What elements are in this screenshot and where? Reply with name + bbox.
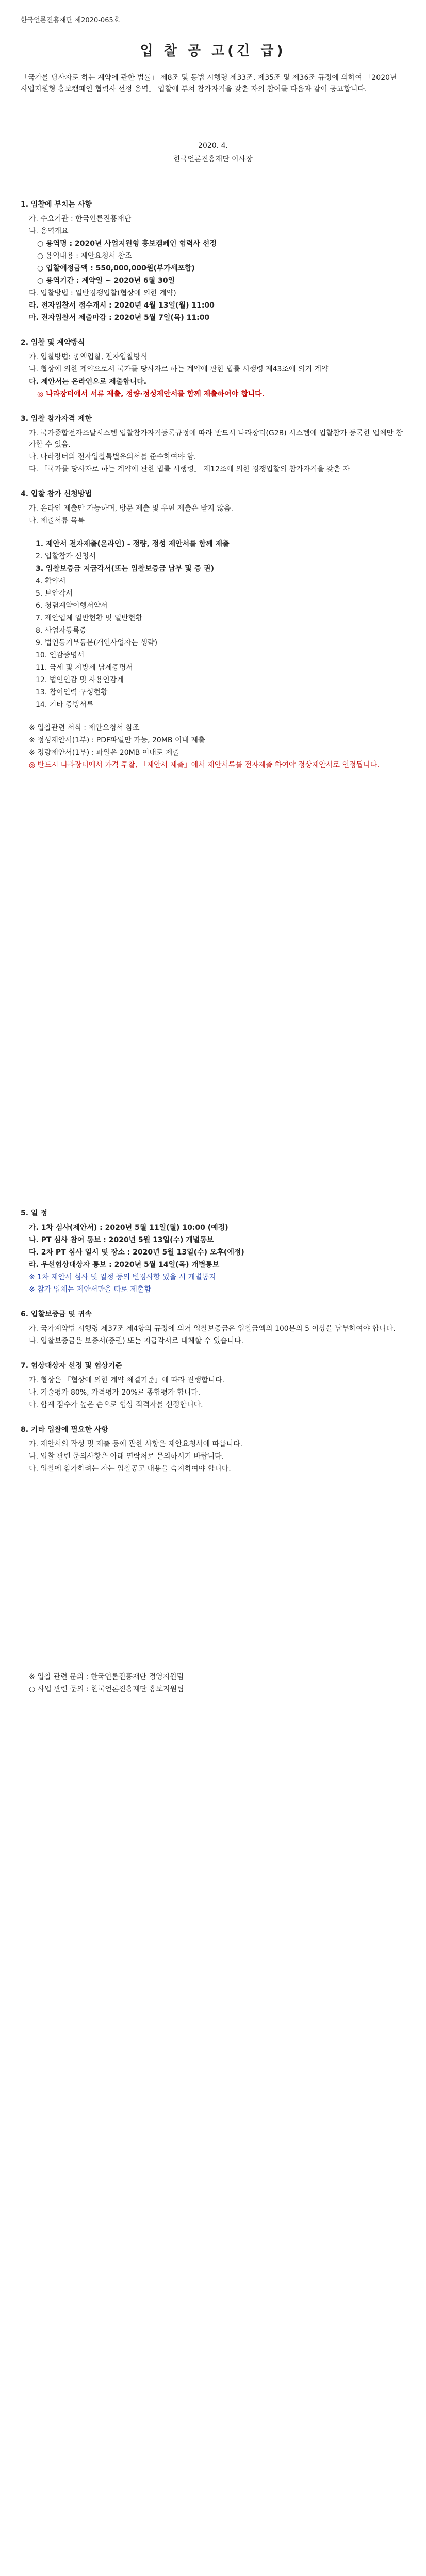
text-line: 가. 입찰방법: 총액입찰, 전자입찰방식	[29, 353, 148, 361]
text-line: 6. 청렴계약이행서약서	[36, 602, 108, 610]
text-line: 4. 확약서	[36, 577, 66, 585]
submission-list-box	[29, 532, 398, 717]
text-line: 1. 제안서 전자제출(온라인) - 정량, 정성 제안서를 함께 제출	[36, 540, 230, 548]
text-line: 나. 제출서류 목록	[29, 517, 85, 525]
intro-paragraph: 「국가를 당사자로 하는 계약에 관한 법률」 제8조 및 동법 시행령 제33조, 제35조 및 제36조 규정에 의하여 「2020년 사업지원형 홍보캠페인 협력사 선정 용역」 입찰에 부쳐 참가자격을 갖춘 자의 참여를 다음과 같이 공고합니다.	[21, 74, 397, 93]
section-title: 5. 일 정	[21, 1209, 47, 1217]
text-line: 나. 입찰보증금은 보증서(증권) 또는 지급각서로 대체할 수 있습니다.	[29, 1337, 244, 1345]
text-line: 라. 전자입찰서 접수개시 : 2020년 4월 13일(월) 11:00	[29, 301, 215, 310]
text-line: 나. 나라장터의 전자입찰특별유의서를 준수하여야 함.	[29, 453, 196, 461]
text-line: ※ 정성제안서(1부) : PDF파일만 가능, 20MB 이내 제출	[29, 736, 205, 744]
text-line: 나. 협상에 의한 계약으로서 국가를 당사자로 하는 계약에 관한 법률 시행령 제43조에 의거 계약	[29, 365, 329, 374]
section-title: 4. 입찰 참가 신청방법	[21, 490, 92, 498]
issuer-name: 한국언론진흥재단 이사장	[173, 155, 253, 163]
text-line: ○ 입찰예정금액 : 550,000,000원(부가세포함)	[37, 264, 195, 273]
text-line: ○ 용역명 : 2020년 사업지원형 홍보캠페인 협력사 선정	[37, 240, 217, 248]
text-line: 5. 보안각서	[36, 589, 73, 598]
document-number: 한국언론진흥재단 제2020-065호	[21, 16, 120, 24]
text-line: 다. 제안서는 온라인으로 제출합니다.	[29, 378, 147, 386]
text-line: 마. 전자입찰서 제출마감 : 2020년 5월 7일(목) 11:00	[29, 314, 210, 322]
text-line: 다. 2차 PT 심사 일시 및 장소 : 2020년 5월 13일(수) 오후(예정)	[29, 1248, 244, 1257]
text-line: ○ 사업 관련 문의 : 한국언론진흥재단 홍보지원팀	[29, 1685, 184, 1693]
document-title: 입 찰 공 고(긴 급)	[140, 43, 286, 59]
date-block	[0, 139, 426, 166]
text-line: 12. 법인인감 및 사용인감계	[36, 676, 124, 684]
text-line: 13. 참여인력 구성현황	[36, 688, 108, 697]
text-line: 가. 수요기관 : 한국언론진흥재단	[29, 215, 132, 223]
section-title: 6. 입찰보증금 및 귀속	[21, 1310, 92, 1318]
text-line: ◎ 반드시 나라장터에서 가격 투찰, 「제안서 제출」에서 제안서류를 전자제출 하여야 정상제안서로 인정됩니다.	[29, 761, 380, 769]
text-line: 14. 기타 증빙서류	[36, 701, 94, 709]
text-line: 다. 「국가를 당사자로 하는 계약에 관한 법률 시행령」 제12조에 의한 경쟁입찰의 참가자격을 갖춘 자	[29, 465, 350, 473]
text-line: 다. 합계 점수가 높은 순으로 협상 적격자를 선정합니다.	[29, 1401, 203, 1409]
text-line: ◎ 나라장터에서 서류 제출, 정량·정성제안서를 함께 제출하여야 합니다.	[37, 390, 265, 398]
blank-gap-2	[21, 1476, 405, 1661]
text-line: 7. 제안업체 일반현황 및 일반현황	[36, 614, 142, 622]
text-line: 10. 인감증명서	[36, 651, 85, 659]
text-line: ※ 1차 제안서 심사 및 일정 등의 변경사항 있을 시 개별통지	[29, 1273, 216, 1281]
blank-gap	[21, 772, 405, 1194]
sections-bottom	[21, 1208, 405, 1475]
text-line: ○ 용역기간 : 계약일 ~ 2020년 6월 30일	[37, 277, 175, 285]
text-line: 9. 법인등기부등본(개인사업자는 생략)	[36, 639, 158, 647]
text-line: 나. 기술평가 80%, 가격평가 20%로 종합평가 합니다.	[29, 1388, 201, 1397]
text-line: 나. 용역개요	[29, 227, 69, 235]
text-line: 가. 1차 심사(제안서) : 2020년 5월 11일(월) 10:00 (예정)	[29, 1224, 228, 1232]
section-title: 8. 기타 입찰에 필요한 사항	[21, 1426, 108, 1434]
text-line: 가. 국가종합전자조달시스템 입찰참가자격등록규정에 따라 반드시 나라장터(G2B) 시스템에 입찰참가 등록한 업체만 참가할 수 있음.	[29, 429, 403, 449]
section-title: 7. 협상대상자 선정 및 협상기준	[21, 1362, 122, 1370]
text-line: 가. 국가계약법 시행령 제37조 제4항의 규정에 의거 입찰보증금은 입찰금액의 100분의 5 이상을 납부하여야 합니다.	[29, 1325, 396, 1333]
text-line: ※ 참가 업체는 제안서만을 따로 제출함	[29, 1285, 151, 1294]
text-line: ※ 입찰 관련 문의 : 한국언론진흥재단 경영지원팀	[29, 1673, 184, 1681]
text-line: 나. PT 심사 참여 통보 : 2020년 5월 13일(수) 개별통보	[29, 1236, 214, 1244]
text-line: ※ 입찰관련 서식 : 제안요청서 참조	[29, 724, 140, 732]
sections-top	[21, 199, 405, 527]
text-line: 11. 국세 및 지방세 납세증명서	[36, 664, 133, 672]
section-title: 1. 입찰에 부치는 사항	[21, 200, 92, 209]
text-line: 2. 입찰참가 신청서	[36, 552, 96, 561]
text-line: ○ 용역내용 : 제안요청서 참조	[37, 252, 132, 260]
text-line: 가. 제안서의 작성 및 제출 등에 관한 사항은 제안요청서에 따릅니다.	[29, 1440, 243, 1448]
text-line: ※ 정량제안서(1부) : 파일은 20MB 이내로 제출	[29, 749, 179, 757]
text-line: 나. 입찰 관련 문의사항은 아래 연락처로 문의하시기 바랍니다.	[29, 1452, 224, 1461]
issue-date: 2020. 4.	[198, 142, 228, 150]
text-line: 8. 사업자등록증	[36, 626, 87, 635]
text-line: 라. 우선협상대상자 통보 : 2020년 5월 14일(목) 개별통보	[29, 1261, 220, 1269]
text-line: 가. 온라인 제출만 가능하며, 방문 제출 및 우편 제출은 받지 않음.	[29, 504, 233, 513]
section-title: 3. 입찰 참가자격 제한	[21, 415, 92, 423]
submission-notes	[21, 722, 405, 771]
text-line: 가. 협상은 「협상에 의한 계약 체결기준」에 따라 진행합니다.	[29, 1376, 225, 1384]
text-line: 3. 입찰보증금 지급각서(또는 입찰보증금 납부 및 증 권)	[36, 565, 214, 573]
section-title: 2. 입찰 및 계약방식	[21, 338, 85, 347]
text-line: 다. 입찰방법 : 일반경쟁입찰(협상에 의한 계약)	[29, 289, 176, 297]
text-line: 다. 입찰에 참가하려는 자는 입찰공고 내용을 숙지하여야 합니다.	[29, 1465, 231, 1473]
contact-info	[21, 1671, 405, 1695]
document-body	[21, 185, 405, 1696]
